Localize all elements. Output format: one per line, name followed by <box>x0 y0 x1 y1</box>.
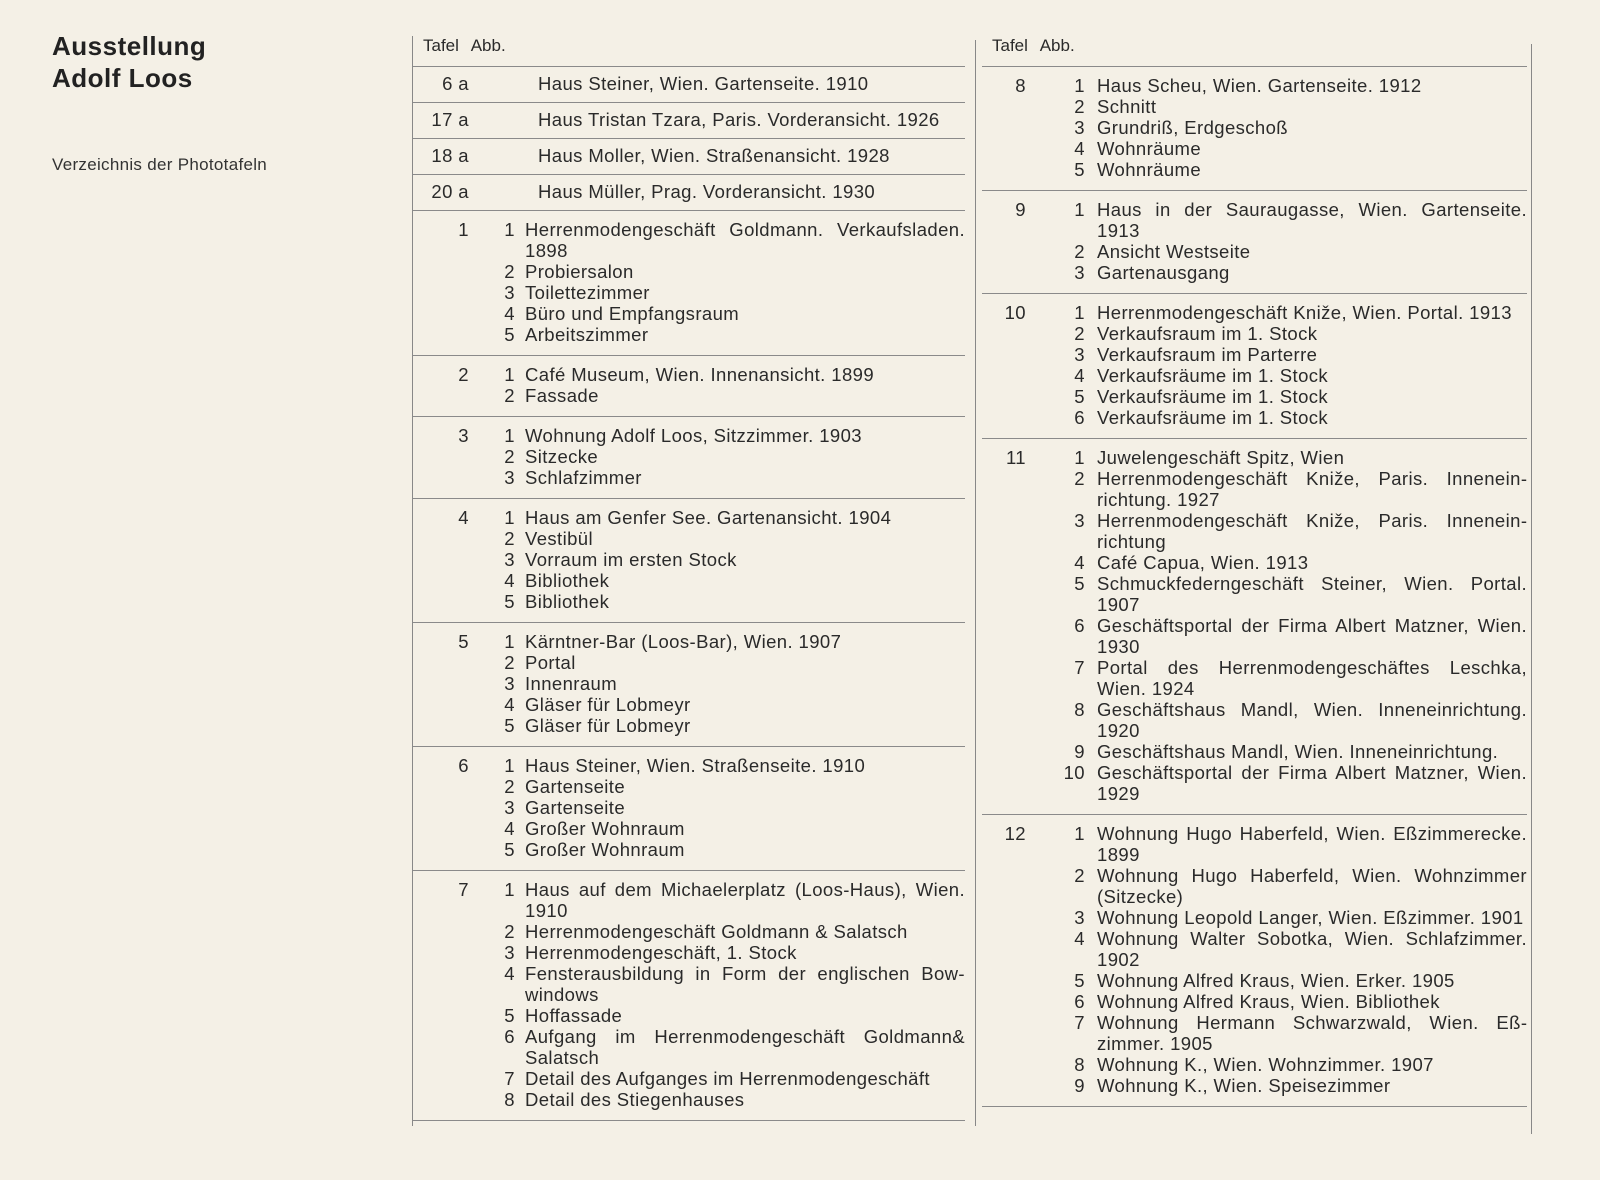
figure-list <box>469 507 965 612</box>
abb-number: 7 <box>1074 657 1085 678</box>
plate-group <box>413 175 965 211</box>
figure-list <box>1026 302 1527 428</box>
figure-entry <box>1026 510 1527 552</box>
figure-caption: Wohnung K., Wien. Speisezimmer <box>1097 1075 1391 1096</box>
figure-caption: Grundriß, Erdgeschoß <box>1097 117 1289 138</box>
figure-entry <box>1026 1075 1527 1096</box>
plates-list-left <box>413 36 965 1121</box>
column-header <box>982 36 1527 67</box>
figure-caption: Verkaufsräume im 1. Stock <box>1097 407 1329 428</box>
abb-number: 5 <box>1074 573 1085 594</box>
plate-group <box>413 67 965 103</box>
figure-caption: Wohnung Hugo Haberfeld, Wien. Eßzimmerecke. 1899 <box>1097 823 1527 865</box>
figure-entry <box>538 145 965 166</box>
figure-caption: Büro und Empfangsraum <box>525 303 740 324</box>
figure-caption: Wohnung Adolf Loos, Sitzzimmer. 1903 <box>525 425 862 446</box>
abb-number: 1 <box>1074 823 1085 844</box>
plate-group <box>413 103 965 139</box>
tafel-number: 20 a <box>431 181 469 202</box>
figure-entry <box>469 921 965 942</box>
figure-entry <box>1026 928 1527 970</box>
figure-caption: Wohnung Hermann Schwarzwald, Wien. Eßzimmer. 1905 <box>1097 1012 1527 1054</box>
tafel-number: 6 <box>458 755 469 776</box>
figure-caption: Schlafzimmer <box>525 467 642 488</box>
abb-number: 3 <box>1074 262 1085 283</box>
figure-list <box>1026 75 1527 180</box>
figure-caption: Bibliothek <box>525 570 610 591</box>
figure-caption: Herrenmodengeschäft Kniže, Paris. Inneneinrichtung. 1927 <box>1097 468 1527 510</box>
tafel-number: 9 <box>1015 199 1026 220</box>
abb-number: 1 <box>1074 199 1085 220</box>
plates-list-right <box>982 36 1527 1107</box>
figure-caption: Herrenmodengeschäft Goldmann. Verkaufsladen. 1898 <box>525 219 965 261</box>
column-header <box>413 36 965 67</box>
header-abb: Abb. <box>1039 36 1075 55</box>
plate-group <box>982 815 1527 1107</box>
figure-caption: Haus Steiner, Wien. Straßenseite. 1910 <box>525 755 866 776</box>
figure-entry <box>469 1005 965 1026</box>
figure-caption: Sitzecke <box>525 446 599 467</box>
plate-group <box>413 417 965 499</box>
abb-number: 2 <box>504 261 515 282</box>
abb-number: 3 <box>504 467 515 488</box>
abb-number: 3 <box>504 673 515 694</box>
abb-number: 1 <box>1074 75 1085 96</box>
figure-list <box>469 364 965 406</box>
figure-entry <box>1026 1012 1527 1054</box>
figure-caption: Haus Steiner, Wien. Gartenseite. 1910 <box>538 73 869 94</box>
figure-entry <box>469 446 965 467</box>
abb-number: 3 <box>1074 117 1085 138</box>
figure-list <box>469 145 965 166</box>
figure-caption: Juwelengeschäft Spitz, Wien <box>1097 447 1345 468</box>
plate-group <box>982 439 1527 815</box>
figure-entry <box>1026 823 1527 865</box>
figure-caption: Verkaufsraum im 1. Stock <box>1097 323 1318 344</box>
figure-entry <box>1026 741 1527 762</box>
figure-entry <box>469 570 965 591</box>
figure-caption: Haus Müller, Prag. Vorderansicht. 1930 <box>538 181 876 202</box>
abb-number: 3 <box>1074 344 1085 365</box>
abb-number: 5 <box>504 715 515 736</box>
figure-caption: Gartenseite <box>525 776 626 797</box>
abb-number: 2 <box>1074 96 1085 117</box>
abb-number: 3 <box>504 282 515 303</box>
figure-entry <box>469 425 965 446</box>
figure-entry <box>469 839 965 860</box>
figure-entry <box>469 282 965 303</box>
figure-list <box>469 109 965 130</box>
figure-list <box>469 425 965 488</box>
figure-caption: Herrenmodengeschäft Goldmann & Salatsch <box>525 921 908 942</box>
figure-caption: Gartenseite <box>525 797 626 818</box>
abb-number: 2 <box>1074 865 1085 886</box>
plate-group <box>982 67 1527 191</box>
figure-entry <box>1026 96 1527 117</box>
figure-entry <box>469 755 965 776</box>
figure-caption: Geschäftshaus Mandl, Wien. Inneneinrichtung. 1920 <box>1097 699 1527 741</box>
abb-number: 8 <box>1074 699 1085 720</box>
abb-number: 3 <box>1074 510 1085 531</box>
figure-entry <box>469 364 965 385</box>
figure-caption: Haus Tristan Tzara, Paris. Vorderansicht. 1926 <box>538 109 940 130</box>
figure-entry <box>1026 657 1527 699</box>
plate-group <box>413 871 965 1121</box>
abb-number: 4 <box>1074 552 1085 573</box>
figure-caption: Portal <box>525 652 576 673</box>
figure-entry <box>469 818 965 839</box>
abb-number: 2 <box>504 528 515 549</box>
figure-caption: Café Capua, Wien. 1913 <box>1097 552 1309 573</box>
figure-caption: Probiersalon <box>525 261 634 282</box>
figure-caption: Schnitt <box>1097 96 1157 117</box>
figure-entry <box>1026 991 1527 1012</box>
figure-caption: Café Museum, Wien. Innenansicht. 1899 <box>525 364 875 385</box>
figure-caption: Schmuckfederngeschäft Steiner, Wien. Portal. 1907 <box>1097 573 1527 615</box>
figure-caption: Großer Wohnraum <box>525 839 685 860</box>
abb-number: 5 <box>1074 159 1085 180</box>
figure-caption: Wohnung Alfred Kraus, Wien. Bibliothek <box>1097 991 1440 1012</box>
tafel-number: 5 <box>458 631 469 652</box>
figure-caption: Wohnräume <box>1097 138 1202 159</box>
figure-caption: Vorraum im ersten Stock <box>525 549 737 570</box>
figure-entry <box>1026 573 1527 615</box>
figure-entry <box>469 467 965 488</box>
figure-list <box>469 219 965 345</box>
abb-number: 9 <box>1074 1075 1085 1096</box>
abb-number: 1 <box>504 631 515 652</box>
figure-entry <box>1026 75 1527 96</box>
figure-entry <box>469 963 965 1005</box>
figure-caption: Arbeitszimmer <box>525 324 649 345</box>
figure-entry <box>1026 865 1527 907</box>
abb-number: 3 <box>1074 907 1085 928</box>
figure-entry <box>1026 468 1527 510</box>
figure-caption: Herrenmodengeschäft Kniže, Paris. Inneneinrichtung <box>1097 510 1527 552</box>
figure-entry <box>469 1089 965 1110</box>
figure-entry <box>1026 262 1527 283</box>
document-subtitle: Verzeichnis der Phototafeln <box>52 155 268 174</box>
abb-number: 4 <box>504 694 515 715</box>
figure-entry <box>1026 407 1527 428</box>
abb-number: 1 <box>504 879 515 900</box>
abb-number: 1 <box>504 507 515 528</box>
header-tafel: Tafel <box>423 36 459 55</box>
figure-caption: Wohnung Walter Sobotka, Wien. Schlafzimmer. 1902 <box>1097 928 1527 970</box>
abb-number: 6 <box>1074 615 1085 636</box>
figure-entry <box>469 652 965 673</box>
figure-caption: Fensterausbildung in Form der englischen Bow-windows <box>525 963 965 1005</box>
abb-number: 5 <box>504 839 515 860</box>
figure-caption: Herrenmodengeschäft, 1. Stock <box>525 942 797 963</box>
right-column-rule <box>1531 44 1532 1134</box>
figure-caption: Wohnung Alfred Kraus, Wien. Erker. 1905 <box>1097 970 1455 991</box>
figure-entry <box>1026 1054 1527 1075</box>
plate-group <box>413 139 965 175</box>
header-abb: Abb. <box>470 36 506 55</box>
abb-number: 8 <box>1074 1054 1085 1075</box>
figure-entry <box>469 528 965 549</box>
abb-number: 9 <box>1074 741 1085 762</box>
header-tafel: Tafel <box>992 36 1028 55</box>
figure-entry <box>469 324 965 345</box>
figure-list <box>1026 823 1527 1096</box>
figure-entry <box>1026 907 1527 928</box>
abb-number: 4 <box>1074 365 1085 386</box>
figure-entry <box>538 181 965 202</box>
abb-number: 1 <box>504 755 515 776</box>
abb-number: 2 <box>504 446 515 467</box>
figure-entry <box>1026 138 1527 159</box>
figure-list <box>469 73 965 94</box>
plate-group <box>982 294 1527 439</box>
figure-caption: Verkaufsräume im 1. Stock <box>1097 365 1329 386</box>
figure-entry <box>1026 552 1527 573</box>
figure-entry <box>469 715 965 736</box>
figure-entry <box>1026 615 1527 657</box>
figure-caption: Ansicht Westseite <box>1097 241 1251 262</box>
figure-caption: Bibliothek <box>525 591 610 612</box>
figure-caption: Haus Scheu, Wien. Gartenseite. 1912 <box>1097 75 1422 96</box>
figure-caption: Aufgang im Herrenmodengeschäft Goldmann& Salatsch <box>525 1026 965 1068</box>
title-line-2: Adolf Loos <box>52 63 193 93</box>
figure-entry <box>469 385 965 406</box>
figure-entry <box>469 219 965 261</box>
figure-list <box>469 879 965 1110</box>
tafel-number: 12 <box>1004 823 1026 844</box>
abb-number: 2 <box>1074 468 1085 489</box>
title-line-1: Ausstellung <box>52 31 207 61</box>
abb-number: 4 <box>504 963 515 984</box>
figure-caption: Verkaufsräume im 1. Stock <box>1097 386 1329 407</box>
plate-group <box>413 623 965 747</box>
figure-caption: Toilettezimmer <box>525 282 650 303</box>
figure-caption: Kärntner-Bar (Loos-Bar), Wien. 1907 <box>525 631 842 652</box>
figure-list <box>469 631 965 736</box>
tafel-number: 18 a <box>431 145 469 166</box>
abb-number: 2 <box>1074 323 1085 344</box>
figure-caption: Haus am Genfer See. Gartenansicht. 1904 <box>525 507 892 528</box>
abb-number: 10 <box>1063 762 1085 783</box>
abb-number: 6 <box>504 1026 515 1047</box>
abb-number: 5 <box>504 1005 515 1026</box>
plate-group <box>413 211 965 356</box>
figure-caption: Wohnung Hugo Haberfeld, Wien. Wohnzimmer (Sitzecke) <box>1097 865 1527 907</box>
figure-entry <box>469 1068 965 1089</box>
abb-number: 3 <box>504 549 515 570</box>
abb-number: 1 <box>1074 302 1085 323</box>
figure-caption: Großer Wohnraum <box>525 818 685 839</box>
figure-entry <box>469 261 965 282</box>
tafel-number: 4 <box>458 507 469 528</box>
figure-entry <box>538 73 965 94</box>
figure-caption: Gläser für Lobmeyr <box>525 715 691 736</box>
figure-entry <box>469 694 965 715</box>
figure-caption: Portal des Herrenmodengeschäftes Leschka, Wien. 1924 <box>1097 657 1527 699</box>
figure-caption: Fassade <box>525 385 599 406</box>
figure-caption: Geschäftshaus Mandl, Wien. Inneneinrichtung. <box>1097 741 1499 762</box>
abb-number: 2 <box>504 776 515 797</box>
tafel-number: 11 <box>1005 447 1026 468</box>
figure-entry <box>1026 447 1527 468</box>
plate-group <box>413 356 965 417</box>
abb-number: 8 <box>504 1089 515 1110</box>
abb-number: 5 <box>1074 386 1085 407</box>
figure-caption: Innenraum <box>525 673 618 694</box>
figure-caption: Detail des Aufganges im Herrenmodengeschäft <box>525 1068 930 1089</box>
abb-number: 2 <box>504 385 515 406</box>
figure-list <box>1026 199 1527 283</box>
figure-list <box>469 755 965 860</box>
figure-entry <box>1026 117 1527 138</box>
figure-entry <box>469 549 965 570</box>
plate-group <box>413 499 965 623</box>
figure-caption: Herrenmodengeschäft Kniže, Wien. Portal. 1913 <box>1097 302 1512 323</box>
figure-caption: Haus auf dem Michaelerplatz (Loos-Haus), Wien. 1910 <box>525 879 965 921</box>
figure-list <box>1026 447 1527 804</box>
figure-entry <box>469 879 965 921</box>
figure-entry <box>1026 344 1527 365</box>
abb-number: 4 <box>1074 928 1085 949</box>
figure-entry <box>469 797 965 818</box>
abb-number: 1 <box>504 219 515 240</box>
abb-number: 3 <box>504 942 515 963</box>
plate-group <box>413 747 965 871</box>
figure-caption: Vestibül <box>525 528 593 549</box>
tafel-number: 6 a <box>442 73 469 94</box>
figure-entry <box>469 507 965 528</box>
figure-entry <box>1026 970 1527 991</box>
tafel-number: 3 <box>458 425 469 446</box>
figure-entry <box>469 776 965 797</box>
figure-entry <box>1026 323 1527 344</box>
abb-number: 1 <box>504 425 515 446</box>
abb-number: 7 <box>1074 1012 1085 1033</box>
figure-caption: Wohnräume <box>1097 159 1202 180</box>
abb-number: 5 <box>504 591 515 612</box>
tafel-number: 1 <box>458 219 469 240</box>
abb-number: 4 <box>1074 138 1085 159</box>
tafel-number: 10 <box>1004 302 1026 323</box>
figure-entry <box>1026 365 1527 386</box>
abb-number: 6 <box>1074 991 1085 1012</box>
abb-number: 2 <box>504 652 515 673</box>
figure-caption: Gläser für Lobmeyr <box>525 694 691 715</box>
figure-entry <box>538 109 965 130</box>
abb-number: 2 <box>1074 241 1085 262</box>
abb-number: 7 <box>504 1068 515 1089</box>
figure-entry <box>1026 762 1527 804</box>
tafel-number: 7 <box>458 879 469 900</box>
document-title <box>52 30 206 94</box>
figure-caption: Hoffassade <box>525 1005 623 1026</box>
figure-caption: Verkaufsraum im Parterre <box>1097 344 1318 365</box>
abb-number: 5 <box>1074 970 1085 991</box>
figure-caption: Haus in der Sauraugasse, Wien. Gartenseite. 1913 <box>1097 199 1527 241</box>
abb-number: 1 <box>504 364 515 385</box>
abb-number: 2 <box>504 921 515 942</box>
figure-entry <box>469 591 965 612</box>
figure-entry <box>1026 302 1527 323</box>
figure-entry <box>1026 241 1527 262</box>
figure-entry <box>1026 159 1527 180</box>
figure-caption: Haus Moller, Wien. Straßenansicht. 1928 <box>538 145 890 166</box>
figure-entry <box>1026 199 1527 241</box>
figure-list <box>469 181 965 202</box>
figure-caption: Detail des Stiegenhauses <box>525 1089 745 1110</box>
abb-number: 4 <box>504 570 515 591</box>
figure-caption: Geschäftsportal der Firma Albert Matzner, Wien. 1929 <box>1097 762 1527 804</box>
abb-number: 4 <box>504 818 515 839</box>
figure-caption: Wohnung Leopold Langer, Wien. Eßzimmer. 1901 <box>1097 907 1524 928</box>
figure-caption: Gartenausgang <box>1097 262 1230 283</box>
figure-entry <box>469 303 965 324</box>
tafel-number: 8 <box>1015 75 1026 96</box>
abb-number: 3 <box>504 797 515 818</box>
abb-number: 5 <box>504 324 515 345</box>
tafel-number: 2 <box>458 364 469 385</box>
figure-entry <box>469 1026 965 1068</box>
figure-entry <box>469 942 965 963</box>
figure-caption: Wohnung K., Wien. Wohnzimmer. 1907 <box>1097 1054 1434 1075</box>
figure-entry <box>469 631 965 652</box>
figure-entry <box>469 673 965 694</box>
figure-caption: Geschäftsportal der Firma Albert Matzner, Wien. 1930 <box>1097 615 1527 657</box>
plate-group <box>982 191 1527 294</box>
figure-entry <box>1026 386 1527 407</box>
abb-number: 4 <box>504 303 515 324</box>
tafel-number: 17 a <box>431 109 469 130</box>
middle-column-rule <box>975 40 976 1126</box>
figure-entry <box>1026 699 1527 741</box>
abb-number: 1 <box>1074 447 1085 468</box>
abb-number: 6 <box>1074 407 1085 428</box>
